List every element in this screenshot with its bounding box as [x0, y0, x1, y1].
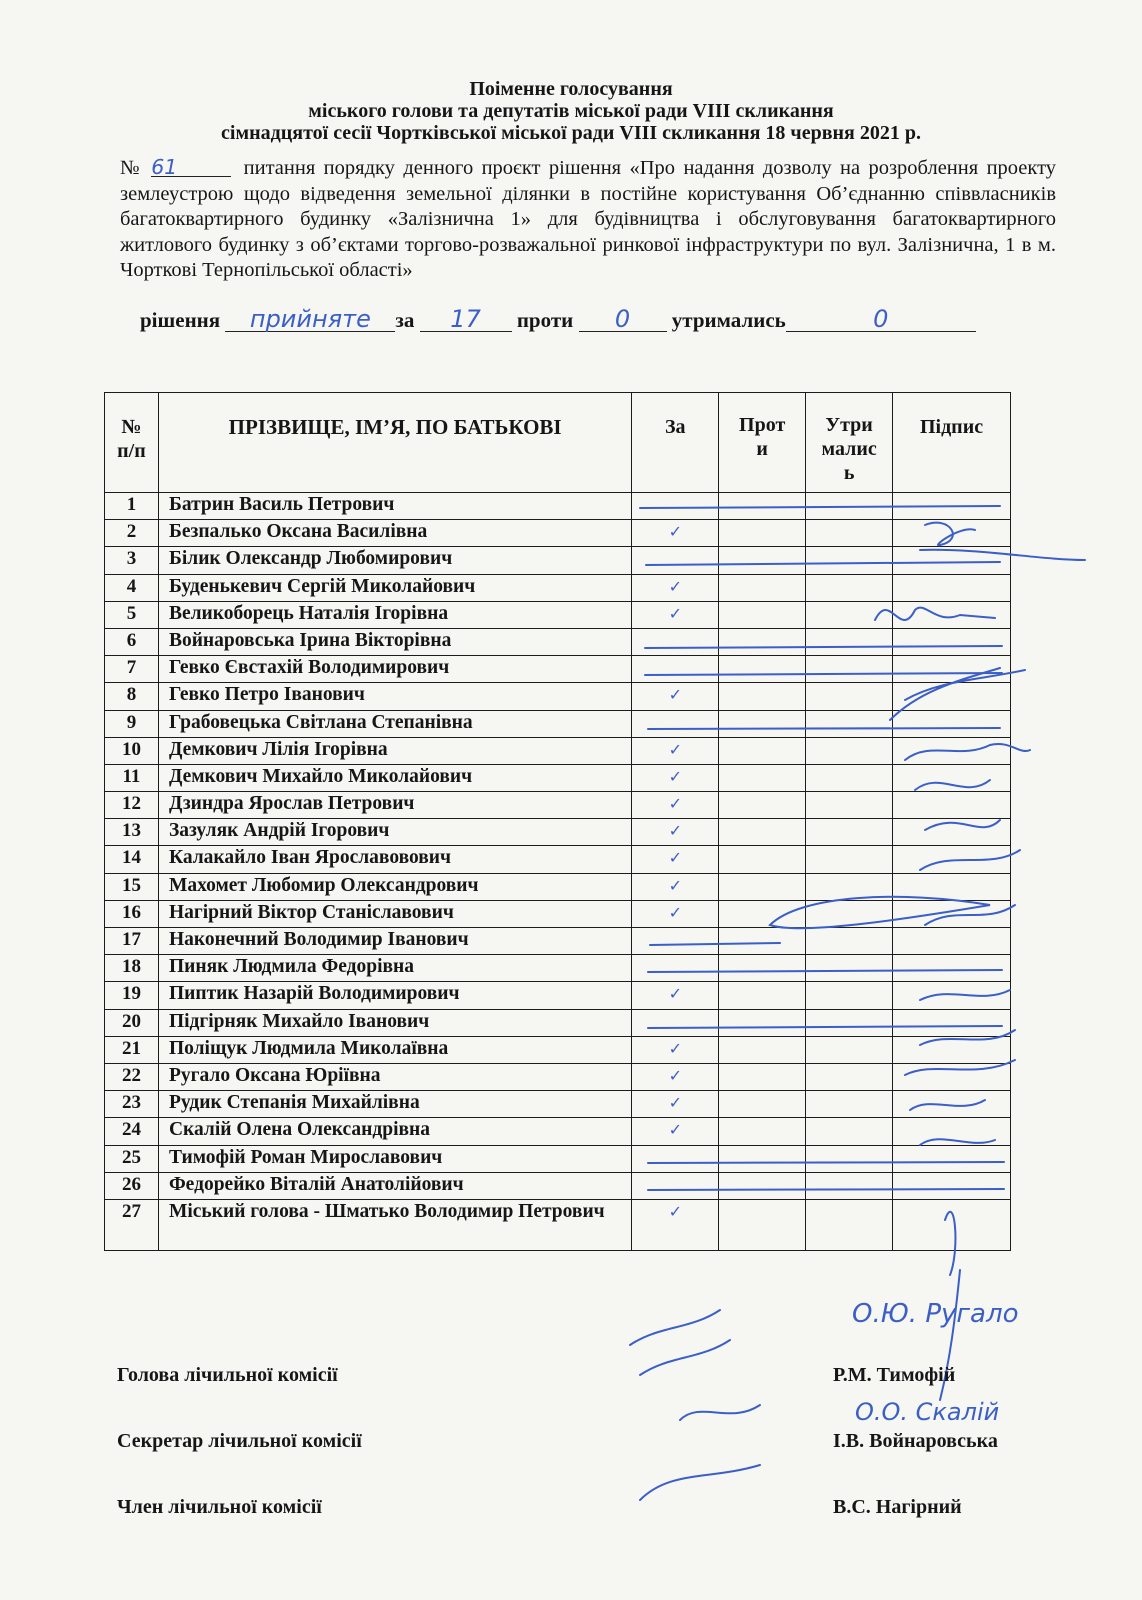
row-signature [893, 1091, 1011, 1118]
row-number: 9 [105, 710, 159, 737]
table-row [105, 928, 1011, 955]
row-utr-mark [806, 955, 893, 982]
row-name: Тимофій Роман Мирославович [158, 1145, 631, 1172]
row-signature [893, 764, 1011, 791]
header-za: За [632, 393, 719, 493]
row-number: 15 [105, 873, 159, 900]
row-proty-mark [719, 547, 806, 574]
row-name: Безпалько Оксана Василівна [158, 520, 631, 547]
row-za-mark: ✓ [632, 601, 719, 628]
table-row [105, 764, 1011, 791]
row-za-mark: ✓ [632, 982, 719, 1009]
row-number: 27 [105, 1199, 159, 1250]
table-row [105, 710, 1011, 737]
number-sign: № [120, 157, 143, 179]
row-number: 8 [105, 683, 159, 710]
row-utr-mark [806, 792, 893, 819]
table-row [105, 1118, 1011, 1145]
row-signature [893, 1172, 1011, 1199]
row-proty-mark [719, 982, 806, 1009]
row-name: Пиняк Людмила Федорівна [158, 955, 631, 982]
row-za-mark: ✓ [632, 846, 719, 873]
row-utr-mark [806, 574, 893, 601]
title-line-2: міського голови та депутатів міської ради VIII скликання [308, 100, 834, 122]
row-signature [893, 819, 1011, 846]
row-name: Ругало Оксана Юріївна [158, 1063, 631, 1090]
row-za-mark: ✓ [632, 819, 719, 846]
row-name: Білик Олександр Любомирович [158, 547, 631, 574]
proty-label: проти [516, 308, 574, 332]
document-title [0, 78, 1142, 144]
row-name: Міський голова - Шматько Володимир Петрович [158, 1199, 631, 1250]
row-name: Демкович Михайло Миколайович [158, 764, 631, 791]
row-signature [893, 955, 1011, 982]
row-proty-mark [719, 1009, 806, 1036]
row-number: 26 [105, 1172, 159, 1199]
row-signature [893, 574, 1011, 601]
proty-count: 0 [579, 307, 667, 332]
row-za-mark [632, 656, 719, 683]
row-za-mark: ✓ [632, 574, 719, 601]
row-signature [893, 601, 1011, 628]
row-signature [893, 1036, 1011, 1063]
row-number: 14 [105, 846, 159, 873]
table-row [105, 683, 1011, 710]
row-number: 1 [105, 493, 159, 520]
za-label: за [395, 308, 415, 332]
header-utrymalys: Утри малис ь [806, 393, 893, 493]
row-name: Калакайло Іван Ярославовович [158, 846, 631, 873]
row-proty-mark [719, 819, 806, 846]
row-utr-mark [806, 1145, 893, 1172]
row-proty-mark [719, 683, 806, 710]
table-row [105, 1199, 1011, 1250]
row-signature [893, 710, 1011, 737]
row-name: Поліщук Людмила Миколаївна [158, 1036, 631, 1063]
row-za-mark [632, 628, 719, 655]
commission-role-1: Голова лічильної комісії [117, 1364, 338, 1386]
row-utr-mark [806, 547, 893, 574]
row-utr-mark [806, 873, 893, 900]
row-za-mark [632, 955, 719, 982]
row-number: 16 [105, 900, 159, 927]
table-row [105, 1091, 1011, 1118]
row-za-mark: ✓ [632, 737, 719, 764]
row-utr-mark [806, 710, 893, 737]
row-number: 19 [105, 982, 159, 1009]
row-utr-mark [806, 1063, 893, 1090]
row-number: 18 [105, 955, 159, 982]
row-number: 7 [105, 656, 159, 683]
row-proty-mark [719, 520, 806, 547]
table-row [105, 737, 1011, 764]
row-utr-mark [806, 683, 893, 710]
row-proty-mark [719, 955, 806, 982]
row-name: Підгірняк Михайло Іванович [158, 1009, 631, 1036]
row-utr-mark [806, 493, 893, 520]
row-signature [893, 1145, 1011, 1172]
header-number: № п/п [105, 393, 159, 493]
table-row [105, 574, 1011, 601]
row-number: 5 [105, 601, 159, 628]
table-header-row [105, 393, 1011, 493]
row-za-mark: ✓ [632, 1118, 719, 1145]
row-utr-mark [806, 1118, 893, 1145]
row-name: Войнаровська Ірина Вікторівна [158, 628, 631, 655]
row-utr-mark [806, 628, 893, 655]
table-body [105, 493, 1011, 1251]
row-za-mark [632, 1172, 719, 1199]
row-proty-mark [719, 737, 806, 764]
row-utr-mark [806, 520, 893, 547]
table-row [105, 601, 1011, 628]
row-signature [893, 846, 1011, 873]
table-row [105, 520, 1011, 547]
row-number: 3 [105, 547, 159, 574]
row-number: 2 [105, 520, 159, 547]
row-signature [893, 873, 1011, 900]
row-signature [893, 1199, 1011, 1250]
row-za-mark: ✓ [632, 683, 719, 710]
table-row [105, 1036, 1011, 1063]
row-name: Демкович Лілія Ігорівна [158, 737, 631, 764]
row-number: 17 [105, 928, 159, 955]
table-row [105, 846, 1011, 873]
table-row [105, 1009, 1011, 1036]
row-utr-mark [806, 1009, 893, 1036]
decision-line [140, 306, 1040, 334]
row-number: 4 [105, 574, 159, 601]
row-number: 11 [105, 764, 159, 791]
row-name: Наконечний Володимир Іванович [158, 928, 631, 955]
vote-table [104, 392, 1011, 1251]
row-signature [893, 982, 1011, 1009]
row-utr-mark [806, 982, 893, 1009]
row-utr-mark [806, 900, 893, 927]
row-signature [893, 1009, 1011, 1036]
table-row [105, 873, 1011, 900]
row-proty-mark [719, 764, 806, 791]
agenda-item-text: питання порядку денного проєкт рішення «Про надання дозволу на розроблення проекту землеустрою щодо відведення земельної ділянки в постійне користування Об’єднанню співвласників багатоквартирного будинку «Залізнична 1» для будівництва і обслуговування багатоквартирного житлового будинку з об’єктами торгово-розважальної ринкової інфраструктури по вул. Залізнична, 1 в м. Чорткові Тернопільської області» [120, 157, 1057, 281]
row-name: Махомет Любомир Олександрович [158, 873, 631, 900]
commission-role-2: Секретар лічильної комісії [117, 1430, 362, 1452]
za-count: 17 [420, 307, 512, 332]
row-number: 6 [105, 628, 159, 655]
row-signature [893, 737, 1011, 764]
row-utr-mark [806, 1091, 893, 1118]
row-proty-mark [719, 628, 806, 655]
row-name: Гевко Євстахій Володимирович [158, 656, 631, 683]
agenda-item-number: 61 [151, 158, 231, 177]
row-utr-mark [806, 1036, 893, 1063]
row-name: Дзиндра Ярослав Петрович [158, 792, 631, 819]
agenda-item-paragraph [120, 156, 1056, 284]
handwritten-note-2: О.О. Скалій [855, 1398, 1000, 1426]
row-number: 24 [105, 1118, 159, 1145]
utr-count: 0 [786, 307, 976, 332]
row-proty-mark [719, 1036, 806, 1063]
row-number: 13 [105, 819, 159, 846]
commission-role-3: Член лічильної комісії [117, 1496, 322, 1518]
commission-name-2: І.В. Войнаровська [833, 1430, 998, 1452]
row-proty-mark [719, 1145, 806, 1172]
row-name: Нагірний Віктор Станіславович [158, 900, 631, 927]
row-signature [893, 1118, 1011, 1145]
row-proty-mark [719, 710, 806, 737]
header-signature: Підпис [893, 393, 1011, 493]
handwritten-note-1: О.Ю. Ругало [852, 1299, 1019, 1329]
header-proty: Прот и [719, 393, 806, 493]
row-za-mark: ✓ [632, 1199, 719, 1250]
row-signature [893, 683, 1011, 710]
row-proty-mark [719, 873, 806, 900]
row-proty-mark [719, 1199, 806, 1250]
row-name: Гевко Петро Іванович [158, 683, 631, 710]
row-utr-mark [806, 601, 893, 628]
row-number: 20 [105, 1009, 159, 1036]
row-proty-mark [719, 1172, 806, 1199]
row-proty-mark [719, 1063, 806, 1090]
row-utr-mark [806, 1172, 893, 1199]
row-name: Батрин Василь Петрович [158, 493, 631, 520]
decision-label: рішення [140, 308, 221, 332]
row-proty-mark [719, 656, 806, 683]
table-row [105, 900, 1011, 927]
row-za-mark [632, 547, 719, 574]
row-signature [893, 656, 1011, 683]
table-row [105, 493, 1011, 520]
row-za-mark: ✓ [632, 1036, 719, 1063]
row-za-mark: ✓ [632, 792, 719, 819]
row-za-mark: ✓ [632, 1063, 719, 1090]
row-za-mark [632, 493, 719, 520]
row-name: Пиптик Назарій Володимирович [158, 982, 631, 1009]
row-number: 23 [105, 1091, 159, 1118]
utr-label: утримались [671, 308, 786, 332]
row-za-mark [632, 928, 719, 955]
row-za-mark: ✓ [632, 873, 719, 900]
row-signature [893, 792, 1011, 819]
row-za-mark: ✓ [632, 1091, 719, 1118]
table-row [105, 656, 1011, 683]
header-name: ПРІЗВИЩЕ, ІМ’Я, ПО БАТЬКОВІ [158, 393, 631, 493]
table-row [105, 628, 1011, 655]
row-proty-mark [719, 574, 806, 601]
table-row [105, 1063, 1011, 1090]
row-signature [893, 928, 1011, 955]
row-signature [893, 520, 1011, 547]
row-proty-mark [719, 846, 806, 873]
row-signature [893, 493, 1011, 520]
row-proty-mark [719, 1118, 806, 1145]
row-name: Великоборець Наталія Ігорівна [158, 601, 631, 628]
table-row [105, 982, 1011, 1009]
row-za-mark [632, 1145, 719, 1172]
row-name: Зазуляк Андрій Ігорович [158, 819, 631, 846]
row-number: 21 [105, 1036, 159, 1063]
commission-name-3: В.С. Нагірний [833, 1496, 962, 1518]
row-utr-mark [806, 764, 893, 791]
table-row [105, 1172, 1011, 1199]
title-line-1: Поіменне голосування [469, 78, 673, 100]
row-name: Грабовецька Світлана Степанівна [158, 710, 631, 737]
row-za-mark [632, 710, 719, 737]
row-utr-mark [806, 656, 893, 683]
row-signature [893, 900, 1011, 927]
row-number: 22 [105, 1063, 159, 1090]
row-signature [893, 628, 1011, 655]
row-signature [893, 547, 1011, 574]
row-za-mark [632, 1009, 719, 1036]
row-name: Буденькевич Сергій Миколайович [158, 574, 631, 601]
table-row [105, 819, 1011, 846]
row-number: 25 [105, 1145, 159, 1172]
row-proty-mark [719, 1091, 806, 1118]
table-row [105, 1145, 1011, 1172]
row-utr-mark [806, 737, 893, 764]
row-signature [893, 1063, 1011, 1090]
row-number: 12 [105, 792, 159, 819]
row-utr-mark [806, 928, 893, 955]
row-za-mark: ✓ [632, 520, 719, 547]
row-utr-mark [806, 819, 893, 846]
table-row [105, 955, 1011, 982]
row-name: Федорейко Віталій Анатолійович [158, 1172, 631, 1199]
decision-value: прийняте [225, 307, 395, 332]
row-proty-mark [719, 792, 806, 819]
commission-name-1: Р.М. Тимофій [833, 1364, 956, 1386]
row-name: Рудик Степанія Михайлівна [158, 1091, 631, 1118]
title-line-3: сімнадцятої сесії Чортківської міської ради VIII скликання 18 червня 2021 р. [221, 122, 921, 144]
table-row [105, 792, 1011, 819]
row-utr-mark [806, 846, 893, 873]
row-za-mark: ✓ [632, 764, 719, 791]
row-proty-mark [719, 900, 806, 927]
row-proty-mark [719, 601, 806, 628]
row-name: Скалій Олена Олександрівна [158, 1118, 631, 1145]
table-row [105, 547, 1011, 574]
row-number: 10 [105, 737, 159, 764]
row-proty-mark [719, 928, 806, 955]
row-za-mark: ✓ [632, 900, 719, 927]
row-proty-mark [719, 493, 806, 520]
row-utr-mark [806, 1199, 893, 1250]
